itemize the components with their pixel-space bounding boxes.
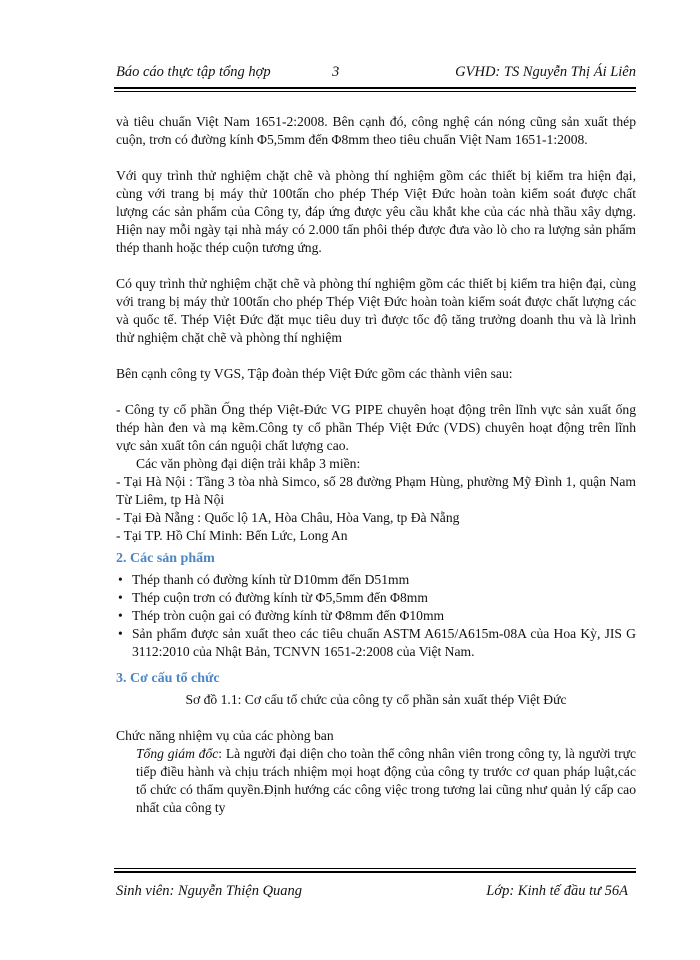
diagram-caption: Sơ đồ 1.1: Cơ cấu tổ chức của công ty cổ phần sản xuất thép Việt Đức xyxy=(185,692,567,707)
paragraph-standards: và tiêu chuẩn Việt Nam 1651-2:2008. Bên cạnh đó, công nghệ cán nóng cũng sản xuất thép cuộn, trơn có đường kính Φ5,5mm đến Φ8mm theo tiêu chuẩn Việt Nam 1651-1:2008. xyxy=(116,114,636,147)
offices-intro: Các văn phòng đại diện trải khắp 3 miền: xyxy=(136,456,361,471)
director-text: : Là người đại diện cho toàn thể công nhân viên trong công ty, là người trực tiếp điều hành và chịu trách nhiệm mọi hoạt động của công ty trước cơ quan pháp luật,các tổ chức có thẩm quyền.Định hướng các công việc trong tương lai cũng như quản lý cấp cao nhất của công ty xyxy=(136,746,636,815)
bullet-icon: • xyxy=(118,572,123,587)
footer-rule-thin xyxy=(114,868,636,869)
footer-class: Lớp: Kinh tế đầu tư 56A xyxy=(486,883,628,899)
paragraph-members-intro: Bên cạnh công ty VGS, Tập đoàn thép Việt Đức gồm các thành viên sau: xyxy=(116,366,513,381)
list-item: • Thép tròn cuộn gai có đường kính từ Φ8mm đến Φ10mm xyxy=(118,608,445,623)
office-danang: - Tại Đà Nẵng : Quốc lộ 1A, Hòa Châu, Hòa Vang, tp Đà Nẵng xyxy=(116,510,460,525)
header-rule-thin xyxy=(114,91,636,92)
header-rule-thick xyxy=(114,87,636,89)
bullet-icon: • xyxy=(118,608,123,623)
paragraph-member-companies: - Công ty cổ phần Ống thép Việt-Đức VG PIPE chuyên hoạt động trên lĩnh vực sản xuất ống thép hàn đen và mạ kẽm.Công ty cổ phần Thép Việt Đức (VDS) chuyên hoạt động trên lĩnh vực sản xuất tôn cán nguội chất lượng cao. xyxy=(116,402,636,453)
section-heading-products: 2. Các sản phẩm xyxy=(116,551,215,566)
list-item: • Thép thanh có đường kính từ D10mm đến D51mm xyxy=(118,572,410,587)
functions-heading: Chức năng nhiệm vụ của các phòng ban xyxy=(116,728,334,743)
header-report-title: Báo cáo thực tập tổng hợp xyxy=(116,64,271,80)
paragraph-director xyxy=(116,745,636,817)
section-heading-organization: 3. Cơ cấu tổ chức xyxy=(116,671,220,686)
list-item: • Sản phẩm được sản xuất theo các tiêu chuẩn ASTM A615/A615m-08A của Hoa Kỳ, JIS G 3112:2010 của Nhật Bản, TCNVN 1651-2:2008 của Việt Nam. xyxy=(118,626,636,659)
bullet-icon: • xyxy=(118,626,123,641)
header-page-number: 3 xyxy=(332,64,340,80)
paragraph-testing: Có quy trình thử nghiệm chặt chẽ và phòng thí nghiệm gồm các thiết bị kiểm tra hiện đại, cùng với trang bị máy thử 100tấn cho phép Thép Việt Đức hoàn toàn kiểm soát được chất lượng các và quốc tế. Thép Việt Đức đặt mục tiêu duy trì được tốc độ tăng trưởng doanh thu và là lrình thử nghiệm chặt chẽ và phòng thí nghiệm xyxy=(116,276,636,345)
footer-rule-thick xyxy=(114,871,636,873)
page-header xyxy=(116,64,636,86)
header-supervisor: GVHD: TS Nguyễn Thị Ái Liên xyxy=(455,64,636,80)
page-footer xyxy=(116,883,636,905)
office-hcmc: - Tại TP. Hồ Chí Minh: Bến Lức, Long An xyxy=(116,528,348,543)
paragraph-quality-control: Với quy trình thử nghiệm chặt chẽ và phòng thí nghiệm gồm các thiết bị kiểm tra hiện đại, cùng với trang bị máy thử 100tấn cho phép Thép Việt Đức hoàn toàn kiểm soát được chất lượng các sản phẩm của Công ty, đáp ứng được yêu cầu khắt khe của các nhà thầu xây dựng. Hiện nay mỗi ngày tại nhà máy có 2.000 tấn phôi thép được đưa vào lò cho ra lượng sản phẩm thép thanh hoặc thép cuộn tương ứng. xyxy=(116,168,636,255)
bullet-icon: • xyxy=(118,590,123,605)
list-item: • Thép cuộn trơn có đường kính từ Φ5,5mm đến Φ8mm xyxy=(118,590,428,605)
products-list xyxy=(116,571,636,661)
page-body xyxy=(116,113,636,817)
footer-student: Sinh viên: Nguyễn Thiện Quang xyxy=(116,883,303,899)
director-label: Tổng giám đốc xyxy=(136,746,219,761)
office-hanoi: - Tại Hà Nội : Tầng 3 tòa nhà Simco, số 28 đường Phạm Hùng, phường Mỹ Đình 1, quận Nam Từ Liêm, tp Hà Nội xyxy=(116,474,636,507)
